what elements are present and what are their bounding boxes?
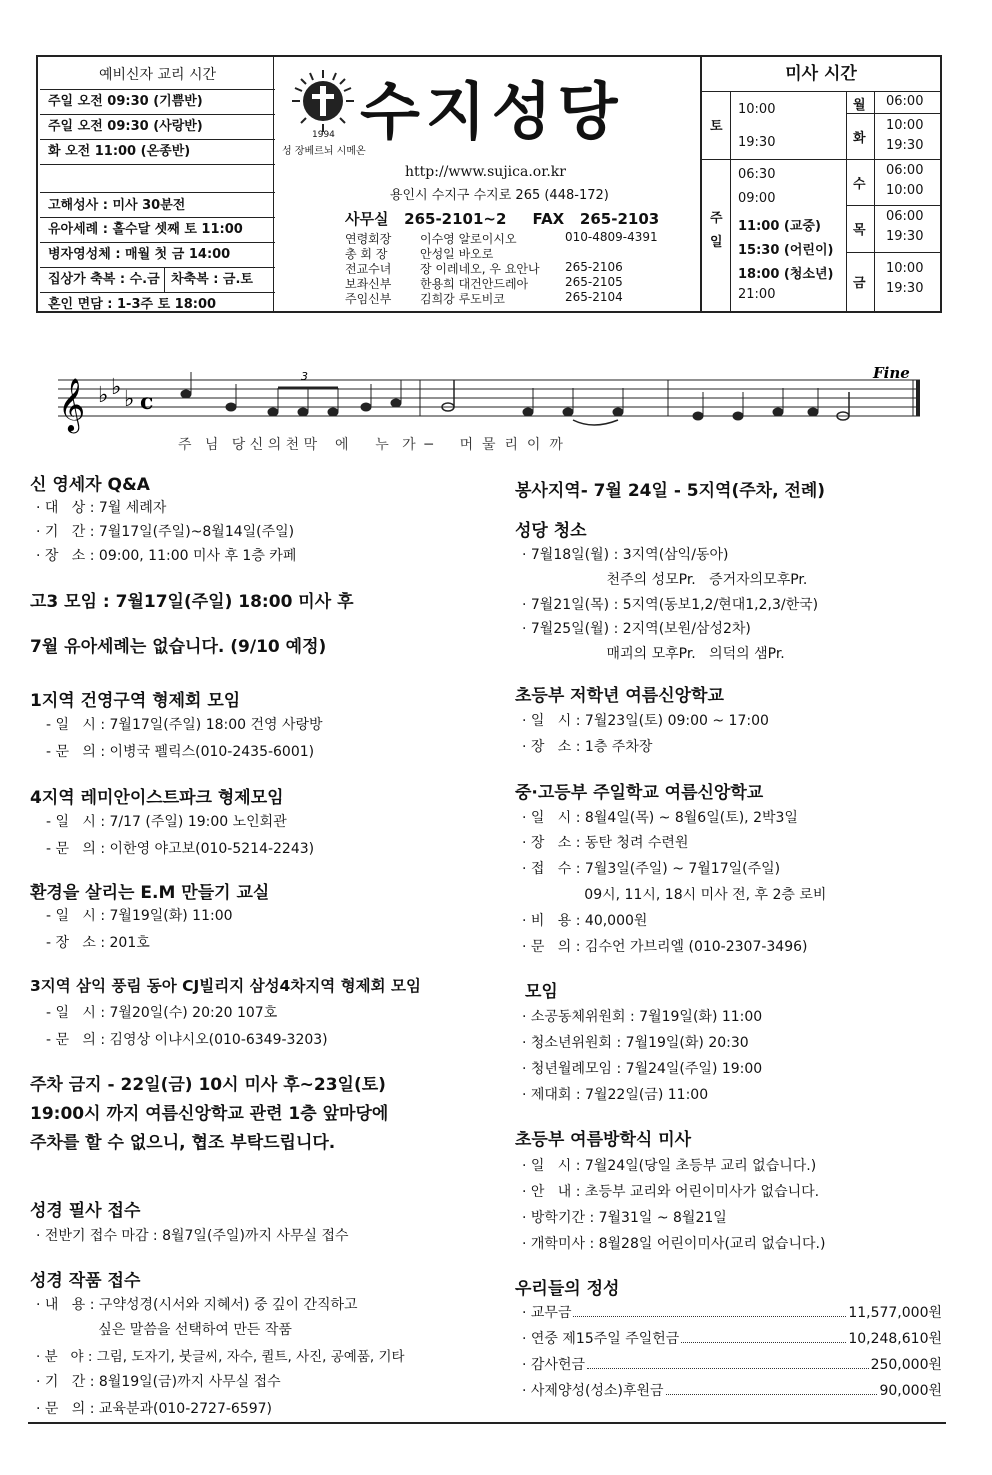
list-item: · 안 내 : 초등부 교리와 어린이미사가 없습니다. <box>522 1184 820 1200</box>
offering-label: · 감사헌금 <box>522 1357 585 1373</box>
list-item: · 비 용 : 40,000원 <box>522 913 648 929</box>
list-item: · 기 간 : 8월19일(금)까지 사무실 접수 <box>36 1374 281 1390</box>
mass-time: 06:30 <box>738 167 776 182</box>
list-item: · 기 간 : 7월17일(주일)~8월14일(주일) <box>36 524 295 540</box>
list-item: - 문 의 : 이병국 펠릭스(010-2435-6001) <box>46 744 315 760</box>
list-item: · 개학미사 : 8월28일 어린이미사(교리 없습니다.) <box>522 1236 826 1252</box>
mass-time: 19:30 <box>738 135 776 150</box>
staff-phone: 265-2106 <box>565 260 623 274</box>
offering-row <box>522 1302 942 1322</box>
list-item: - 일 시 : 7/17 (주일) 19:00 노인회관 <box>46 814 287 830</box>
mass-time: 15:30 (어린이) <box>738 243 834 258</box>
list-item: - 일 시 : 7월20일(수) 20:20 107호 <box>46 1005 278 1021</box>
staff-phone: 010-4809-4391 <box>565 230 658 244</box>
offering-amount: 10,248,610원 <box>848 1331 942 1347</box>
senior-meeting: 고3 모임 : 7월17일(주일) 18:00 미사 후 <box>30 592 354 612</box>
parish-name: 수지성당 <box>360 75 624 148</box>
list-item: · 접 수 : 7월3일(주일) ~ 7월17일(주일) <box>522 861 781 877</box>
vacation-title: 초등부 여름방학식 미사 <box>515 1130 692 1150</box>
staff-name: 장 이레네오, 우 요안나 <box>420 262 540 276</box>
infant-baptism-notice: 7월 유아세례는 없습니다. (9/10 예정) <box>30 637 327 657</box>
offering-row <box>522 1354 942 1374</box>
list-item: · 장 소 : 09:00, 11:00 미사 후 1층 카페 <box>36 548 297 564</box>
website-link[interactable]: http://www.sujica.or.kr <box>405 164 566 180</box>
bible-copy-title: 성경 필사 접수 <box>30 1201 141 1221</box>
staff-name: 한용희 대건안드레아 <box>420 277 529 291</box>
mass-time: 10:00 <box>886 183 924 198</box>
offering-label: · 교무금 <box>522 1305 572 1321</box>
class-row: 화 오전 11:00 (온종반) <box>40 140 275 165</box>
staff-role: 연령회장 <box>345 232 392 246</box>
em-title: 환경을 살리는 E.M 만들기 교실 <box>30 883 270 903</box>
list-item: 매괴의 모후Pr. 의덕의 샘Pr. <box>522 646 785 662</box>
list-item: · 장 소 : 동탄 청려 수련원 <box>522 835 689 851</box>
staff-role: 주임신부 <box>345 292 392 306</box>
mass-time: 18:00 (청소년) <box>738 267 834 282</box>
saturday-label: 토 <box>710 119 723 134</box>
list-item: - 문 의 : 김영상 이냐시오(010-6349-3203) <box>46 1032 328 1048</box>
list-item: · 7월25일(월) : 2지역(보원/삼성2차) <box>522 621 751 637</box>
mass-time: 06:00 <box>886 94 924 109</box>
elem-camp-title: 초등부 저학년 여름신앙학교 <box>515 686 724 706</box>
list-item: · 문 의 : 교육분과(010-2727-6597) <box>36 1401 273 1417</box>
weekday-label: 화 <box>853 131 866 146</box>
sacrament-row: 고해성사 : 미사 30분전 <box>40 193 275 218</box>
offering-amount: 11,577,000원 <box>848 1305 942 1321</box>
list-item: - 일 시 : 7월19일(화) 11:00 <box>46 908 233 924</box>
blessing-row <box>40 268 275 293</box>
list-item: · 방학기간 : 7월31일 ~ 8월21일 <box>522 1210 727 1226</box>
mass-time: 19:30 <box>886 138 924 153</box>
list-item: · 일 시 : 8월4일(목) ~ 8월6일(토), 2박3일 <box>522 810 798 826</box>
mass-time: 19:30 <box>886 281 924 296</box>
list-item: · 대 상 : 7월 세례자 <box>36 500 167 516</box>
office-contact: 사무실 265-2101~2 FAX 265-2103 <box>345 210 660 228</box>
svg-text:♭: ♭ <box>124 387 135 412</box>
mass-time: 11:00 (교중) <box>738 219 821 234</box>
region4-title: 4지역 레미안이스트파크 형제모임 <box>30 788 284 808</box>
staff-role: 총 회 장 <box>345 247 388 261</box>
catechism-title: 예비신자 교리 시간 <box>40 60 275 90</box>
list-item: · 7월21일(목) : 5지역(동보1,2/현대1,2,3/한국) <box>522 597 819 613</box>
mass-time: 19:30 <box>886 229 924 244</box>
staff-phone: 265-2105 <box>565 275 623 289</box>
blessing-car: 차축복 : 금.토 <box>171 272 253 287</box>
parish-logo <box>290 68 356 134</box>
offering-amount: 250,000원 <box>870 1357 942 1373</box>
list-item: · 일 시 : 7월23일(토) 09:00 ~ 17:00 <box>522 713 769 729</box>
region3-title: 3지역 삼익 풍림 동아 CJ빌리지 삼성4차지역 형제회 모임 <box>30 977 421 995</box>
marriage-row: 혼인 면담 : 1-3주 토 18:00 <box>48 297 217 312</box>
weekday-label: 수 <box>853 177 866 192</box>
address: 용인시 수지구 수지로 265 (448-172) <box>390 188 609 203</box>
offering-row <box>522 1380 942 1400</box>
service-area: 봉사지역- 7월 24일 - 5지역(주차, 전례) <box>515 481 826 501</box>
staff-name: 이수영 알로이시오 <box>420 232 517 246</box>
list-item: · 7월18일(월) : 3지역(삼익/동아) <box>522 547 729 563</box>
bible-art-title: 성경 작품 접수 <box>30 1271 141 1291</box>
weekday-label: 월 <box>853 98 866 113</box>
logo-year: 1994 <box>312 130 335 140</box>
list-item: · 문 의 : 김수언 가브리엘 (010-2307-3496) <box>522 939 808 955</box>
staff-name: 안성일 바오로 <box>420 247 494 261</box>
mass-time: 21:00 <box>738 287 776 302</box>
offering-label: · 연중 제15주일 주일헌금 <box>522 1331 680 1347</box>
list-item: · 청소년위원회 : 7월19일(화) 20:30 <box>522 1035 749 1051</box>
list-item: · 청년월례모임 : 7월24일(주일) 19:00 <box>522 1061 763 1077</box>
staff-role: 전교수녀 <box>345 262 392 276</box>
list-item: · 전반기 접수 마감 : 8월7일(주일)까지 사무실 접수 <box>36 1228 349 1244</box>
class-row: 주일 오전 09:30 (사랑반) <box>40 115 275 140</box>
song-lyrics: 주 님 당 신 의 천 막 에 누 가 ─ 머 물 리 이 까 <box>178 437 563 453</box>
list-item: 천주의 성모Pr. 증거자의모후Pr. <box>522 572 808 588</box>
svg-text:♭: ♭ <box>98 383 109 408</box>
mass-time: 09:00 <box>738 191 776 206</box>
mass-table <box>702 57 940 311</box>
list-item: - 문 의 : 이한영 야고보(010-5214-2243) <box>46 841 315 857</box>
list-item: - 일 시 : 7월17일(주일) 18:00 건영 사랑방 <box>46 717 323 733</box>
list-item: - 장 소 : 201호 <box>46 935 150 951</box>
parking-notice: 19:00시 까지 여름신앙학교 관련 1층 앞마당에 <box>30 1104 389 1124</box>
mass-time: 10:00 <box>886 118 924 133</box>
sacrament-row: 유아세례 : 홀수달 셋째 토 11:00 <box>40 218 275 243</box>
offering-amount: 90,000원 <box>879 1383 942 1399</box>
list-item: · 소공동체위원회 : 7월19일(화) 11:00 <box>522 1009 763 1025</box>
class-row: 주일 오전 09:30 (기쁨반) <box>40 90 275 115</box>
mass-time: 10:00 <box>886 261 924 276</box>
logo-saint: 성 장베르뇌 시메온 <box>282 146 366 157</box>
list-item: · 분 야 : 그림, 도자기, 붓글씨, 자수, 퀼트, 사진, 공예품, 기타 <box>36 1349 405 1365</box>
blank-row <box>40 165 275 193</box>
staff-role: 보좌신부 <box>345 277 392 291</box>
parking-notice: 주차를 할 수 없으니, 협조 부탁드립니다. <box>30 1133 336 1153</box>
svg-text:♭: ♭ <box>111 375 122 400</box>
list-item: · 내 용 : 구약성경(시서와 지혜서) 중 깊이 간직하고 <box>36 1297 358 1313</box>
qa-title: 신 영세자 Q&A <box>30 475 150 495</box>
blessing-home: 집상가 축복 : 수.금 <box>40 268 165 292</box>
list-item: · 제대회 : 7월22일(금) 11:00 <box>522 1087 709 1103</box>
list-item: · 일 시 : 7월24일(당일 초등부 교리 없습니다.) <box>522 1158 817 1174</box>
mass-time: 10:00 <box>738 102 776 117</box>
list-item: 09시, 11시, 18시 미사 전, 후 2층 로비 <box>522 887 827 903</box>
mass-time: 06:00 <box>886 209 924 224</box>
mass-title: 미사 시간 <box>702 57 940 92</box>
cleaning-title: 성당 청소 <box>515 521 587 541</box>
svg-text:c: c <box>140 389 154 415</box>
fine-mark: Fine <box>873 364 910 382</box>
parking-notice: 주차 금지 - 22일(금) 10시 미사 후~23일(토) <box>30 1075 386 1095</box>
list-item: · 장 소 : 1층 주차장 <box>522 739 653 755</box>
region1-title: 1지역 건영구역 형제회 모임 <box>30 691 241 711</box>
mid-camp-title: 중·고등부 주일학교 여름신앙학교 <box>515 783 764 803</box>
offering-row <box>522 1328 942 1348</box>
weekday-label: 금 <box>853 276 866 291</box>
svg-text:3: 3 <box>301 370 308 383</box>
meetings-title: 모임 <box>525 982 558 1002</box>
sunday-label: 주 일 <box>710 211 723 250</box>
sacrament-row: 병자영성체 : 매월 첫 금 14:00 <box>40 243 275 268</box>
svg-text:𝄞: 𝄞 <box>58 377 86 431</box>
mass-time: 06:00 <box>886 163 924 178</box>
offering-label: · 사제양성(성소)후원금 <box>522 1383 664 1399</box>
staff-name: 김희강 루도비코 <box>420 292 505 306</box>
weekday-label: 목 <box>853 223 866 238</box>
offering-title: 우리들의 정성 <box>515 1279 620 1299</box>
bottom-rule <box>28 1422 946 1424</box>
staff-phone: 265-2104 <box>565 290 623 304</box>
list-item: 싶은 말씀을 선택하여 만든 작품 <box>36 1322 292 1338</box>
